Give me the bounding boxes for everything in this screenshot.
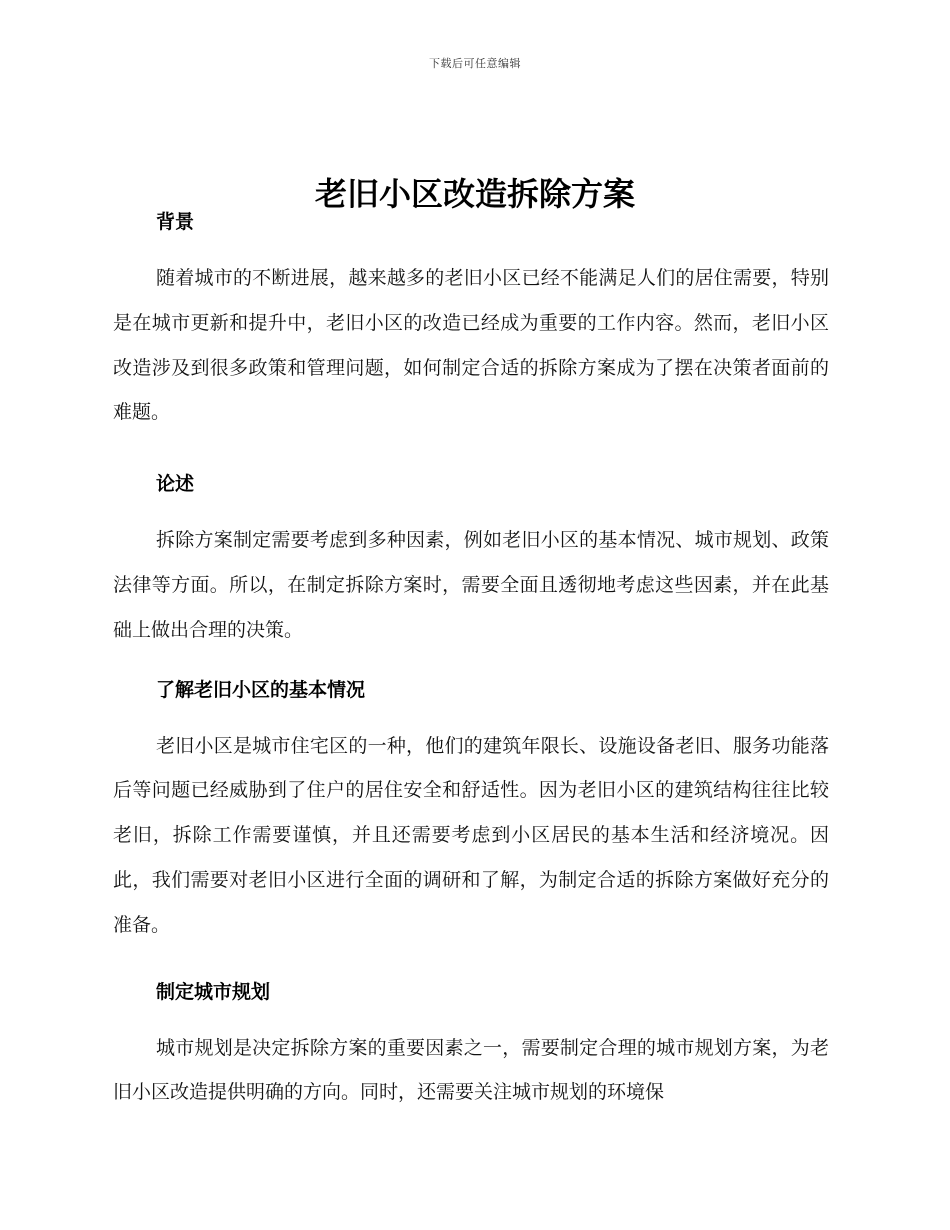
document-body [113, 202, 829, 1115]
section-heading-discussion: 论述 [156, 473, 195, 496]
page-header-note: 下载后可任意编辑 [429, 57, 521, 70]
section-paragraph-city-planning: 城市规划是决定拆除方案的重要因素之一，需要制定合理的城市规划方案，为老旧小区改造提供明确的方向。同时，还需要关注城市规划的环境保 [113, 1036, 829, 1104]
section-heading-background: 背景 [156, 211, 195, 233]
document-title: 老旧小区改造拆除方案 [314, 175, 635, 214]
section-paragraph-basic-situation: 老旧小区是城市住宅区的一种，他们的建筑年限长、设施设备老旧、服务功能落后等问题已经威胁到了住户的居住安全和舒适性。因为老旧小区的建筑结构往往比较老旧，拆除工作需要谨慎，并且还需要考虑到小区居民的基本生活和经济境况。因此，我们需要对老旧小区进行全面的调研和了解，为制定合适的拆除方案做好充分的准备。 [113, 734, 829, 936]
section-heading-basic-situation: 了解老旧小区的基本情况 [156, 678, 366, 701]
section-heading-city-planning: 制定城市规划 [156, 980, 271, 1003]
section-paragraph-discussion: 拆除方案制定需要考虑到多种因素，例如老旧小区的基本情况、城市规划、政策法律等方面。所以，在制定拆除方案时，需要全面且透彻地考虑这些因素，并在此基础上做出合理的决策。 [113, 529, 829, 641]
section-paragraph-background: 随着城市的不断进展，越来越多的老旧小区已经不能满足人们的居住需要，特别是在城市更新和提升中，老旧小区的改造已经成为重要的工作内容。然而，老旧小区改造涉及到很多政策和管理问题，如何制定合适的拆除方案成为了摆在决策者面前的难题。 [113, 267, 829, 424]
